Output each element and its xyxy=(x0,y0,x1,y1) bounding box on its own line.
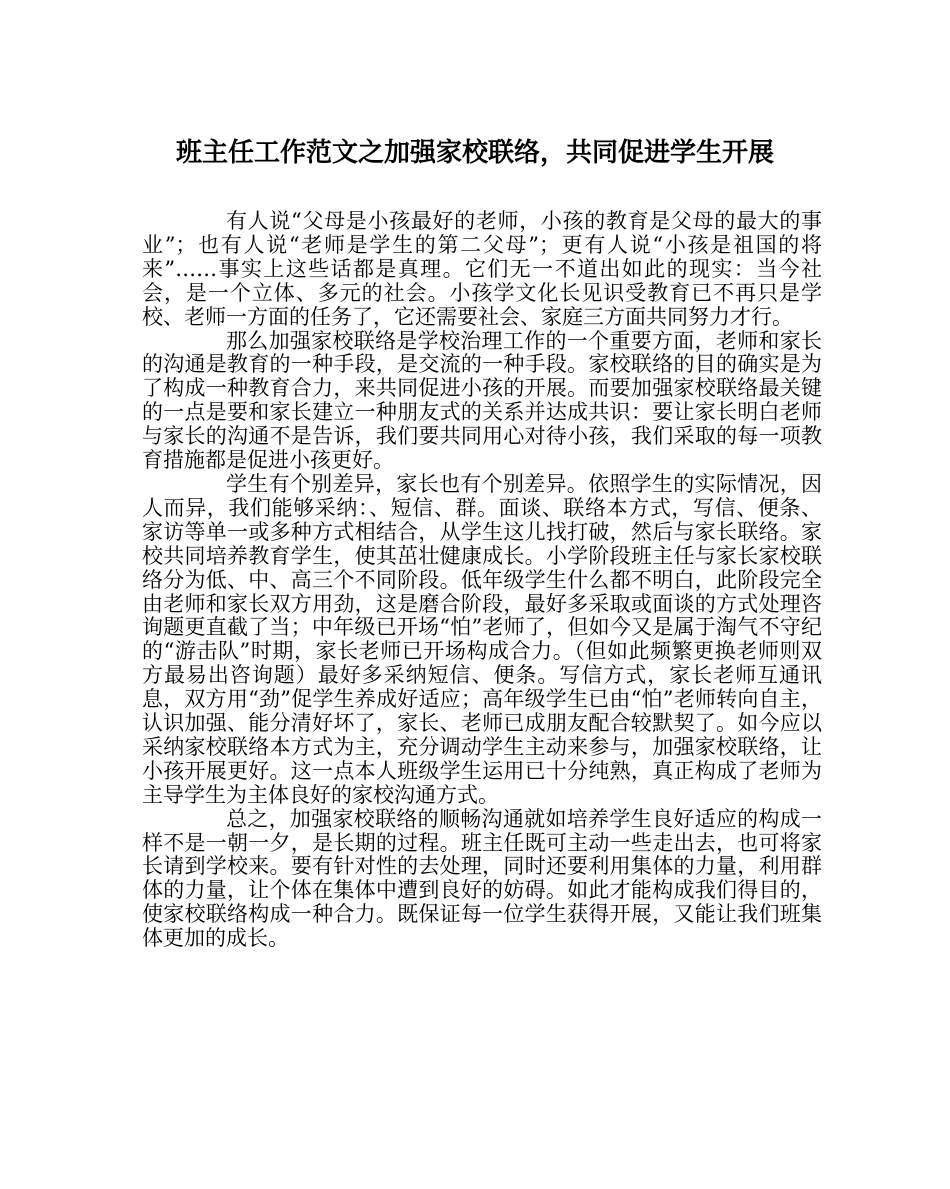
document-body xyxy=(142,210,822,951)
paragraph-1: 有人说“父母是小孩最好的老师，小孩的教育是父母的最大的事业”；也有人说“老师是学生的第二父母”；更有人说“小孩是祖国的将来”……事实上这些话都是真理。它们无一不道出如此的现实：当今社会，是一个立体、多元的社会。小孩学文化长见识受教育已不再只是学校、老师一方面的任务了，它还需要社会、家庭三方面共同努力才行。 xyxy=(142,209,822,329)
paragraph-4: 总之，加强家校联络的顺畅沟通就如培养学生良好适应的构成一样不是一朝一夕，是长期的过程。班主任既可主动一些走出去，也可将家长请到学校来。要有针对性的去处理，同时还要利用集体的力量，利用群体的力量，让个体在集体中遭到良好的妨碍。如此才能构成我们得目的，使家校联络构成一种合力。既保证每一位学生获得开展，又能让我们班集体更加的成长。 xyxy=(142,806,822,951)
paragraph-2: 那么加强家校联络是学校治理工作的一个重要方面，老师和家长的沟通是教育的一种手段，是交流的一种手段。家校联络的目的确实是为了构成一种教育合力，来共同促进小孩的开展。而要加强家校联络最关键的一点是要和家长建立一种朋友式的关系并达成共识：要让家长明白老师与家长的沟通不是告诉，我们要共同用心对待小孩，我们采取的每一项教育措施都是促进小孩更好。 xyxy=(142,328,822,473)
document-title: 班主任工作范文之加强家校联络，共同促进学生开展 xyxy=(175,138,774,168)
paragraph-3: 学生有个别差异，家长也有个别差异。依照学生的实际情况，因人而异，我们能够采纳：、短信、群。面谈、联络本方式，写信、便条、家访等单一或多种方式相结合，从学生这儿找打破，然后与家长联络。家校共同培养教育学生，使其茁壮健康成长。小学阶段班主任与家长家校联络分为低、中、高三个不同阶段。低年级学生什么都不明白，此阶段完全由老师和家长双方用劲，这是磨合阶段，最好多采取或面谈的方式处理咨询题更直截了当；中年级已开场“怕”老师了，但如今又是属于淘气不守纪的“游击队”时期，家长老师已开场构成合力。（但如此频繁更换老师则双方最易出咨询题）最好多采纳短信、便条。写信方式，家长老师互通讯息，双方用“劲”促学生养成好适应；高年级学生已由“怕”老师转向自主，认识加强、能分清好坏了，家长、老师已成朋友配合较默契了。如今应以采纳家校联络本方式为主，充分调动学生主动来参与，加强家校联络，让小孩开展更好。这一点本人班级学生运用已十分纯熟，真正构成了老师为主导学生为主体良好的家校沟通方式。 xyxy=(142,471,822,807)
